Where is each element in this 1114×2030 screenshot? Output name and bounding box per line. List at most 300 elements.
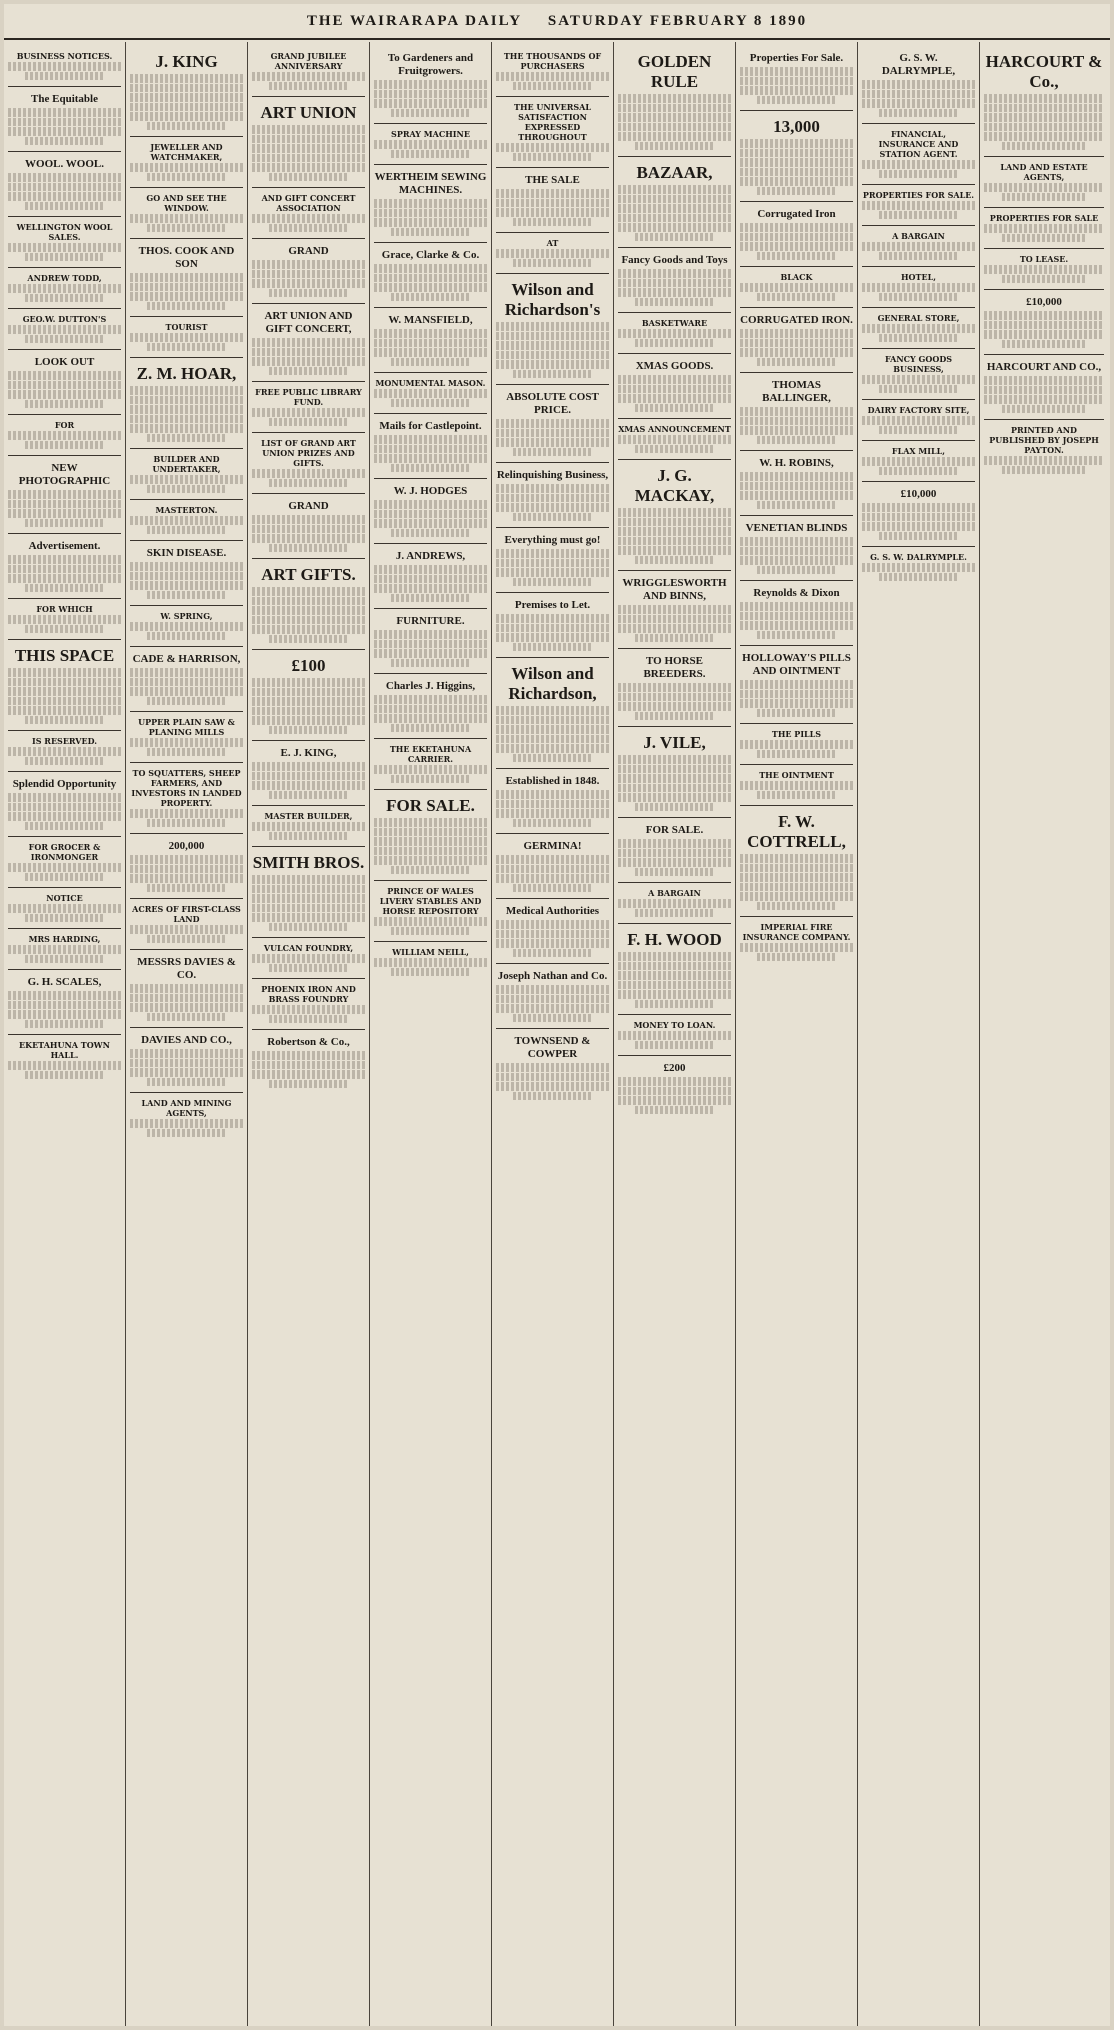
advertisement-block bbox=[496, 463, 609, 528]
advertisement-heading: FANCY GOODS BUSINESS, bbox=[884, 354, 953, 374]
advertisement-heading: Relinquishing Business, bbox=[496, 469, 609, 481]
advertisement-block bbox=[740, 111, 853, 202]
body-text-line bbox=[374, 565, 487, 574]
body-text-line bbox=[618, 899, 731, 908]
body-text-line bbox=[252, 1070, 365, 1079]
advertisement-heading: AT bbox=[546, 238, 559, 248]
advertisement-heading: CADE & HARRISON, bbox=[132, 653, 241, 665]
body-text-line bbox=[862, 513, 975, 522]
body-text-line bbox=[269, 964, 348, 973]
advertisement-block bbox=[252, 97, 365, 188]
advertisement-heading: GOLDEN RULE bbox=[637, 52, 712, 91]
body-text-line bbox=[862, 324, 975, 333]
body-text-line bbox=[862, 201, 975, 210]
body-text-line bbox=[147, 434, 226, 443]
advertisement-block bbox=[130, 137, 243, 188]
body-text-line bbox=[879, 211, 958, 220]
body-text-line bbox=[252, 913, 365, 922]
body-text-line bbox=[252, 688, 365, 697]
body-text-line bbox=[635, 1000, 714, 1009]
body-text-line bbox=[618, 615, 731, 624]
body-text-line bbox=[635, 298, 714, 307]
body-text-line bbox=[740, 699, 853, 708]
advertisement-heading: SKIN DISEASE. bbox=[146, 547, 227, 559]
advertisement-heading: Grace, Clarke & Co. bbox=[381, 249, 480, 261]
body-text-line bbox=[496, 208, 609, 217]
advertisement-block bbox=[862, 308, 975, 349]
body-text-line bbox=[252, 954, 365, 963]
body-text-line bbox=[618, 123, 731, 132]
body-text-line bbox=[130, 333, 243, 342]
advertisement-heading: G. S. W. DALRYMPLE. bbox=[870, 552, 967, 562]
body-text-line bbox=[130, 572, 243, 581]
advertisement-block bbox=[8, 970, 121, 1035]
advertisement-block bbox=[618, 313, 731, 354]
body-text-line bbox=[8, 431, 121, 440]
body-text-line bbox=[740, 602, 853, 611]
advertisement-block bbox=[8, 350, 121, 415]
body-text-line bbox=[374, 90, 487, 99]
advertisement-block bbox=[8, 415, 121, 456]
body-text-line bbox=[374, 640, 487, 649]
body-text-line bbox=[879, 109, 958, 118]
advertisement-block bbox=[862, 441, 975, 482]
body-text-line bbox=[513, 1092, 592, 1101]
body-text-line bbox=[8, 118, 121, 127]
advertisement-block bbox=[252, 847, 365, 938]
body-text-line bbox=[513, 153, 592, 162]
body-text-line bbox=[8, 574, 121, 583]
body-text-line bbox=[8, 793, 121, 802]
advertisement-heading: MONEY TO LOAN. bbox=[633, 1020, 716, 1030]
advertisement-block bbox=[618, 46, 731, 157]
advertisement-heading: FOR bbox=[54, 420, 75, 430]
body-text-line bbox=[740, 864, 853, 873]
body-text-line bbox=[757, 791, 836, 800]
body-text-line bbox=[130, 1119, 243, 1128]
advertisement-block bbox=[740, 516, 853, 581]
body-text-line bbox=[25, 294, 104, 303]
advertisement-heading: Everything must go! bbox=[504, 534, 601, 546]
advertisement-heading: To Gardeners and Fruitgrowers. bbox=[387, 52, 474, 77]
advertisement-block bbox=[130, 606, 243, 647]
advertisement-heading: THIS SPACE bbox=[14, 646, 115, 665]
column-6 bbox=[614, 42, 736, 2026]
body-text-line bbox=[130, 516, 243, 525]
body-text-line bbox=[740, 149, 853, 158]
body-text-line bbox=[130, 678, 243, 687]
body-text-line bbox=[513, 1014, 592, 1023]
body-text-line bbox=[740, 943, 853, 952]
body-text-line bbox=[130, 283, 243, 292]
body-text-line bbox=[496, 1004, 609, 1013]
body-text-line bbox=[252, 260, 365, 269]
column-grid bbox=[4, 42, 1110, 2026]
advertisement-block bbox=[374, 124, 487, 165]
body-text-line bbox=[740, 329, 853, 338]
body-text-line bbox=[984, 456, 1104, 465]
body-text-line bbox=[496, 360, 609, 369]
body-text-line bbox=[496, 438, 609, 447]
advertisement-heading: HOTEL, bbox=[901, 272, 936, 282]
body-text-line bbox=[130, 74, 243, 83]
body-text-line bbox=[496, 874, 609, 883]
body-text-line bbox=[252, 875, 365, 884]
advertisement-heading: PRINCE OF WALES LIVERY STABLES AND HORSE REPOSITORY bbox=[379, 886, 482, 916]
body-text-line bbox=[618, 375, 731, 384]
advertisement-block bbox=[862, 267, 975, 308]
advertisement-block bbox=[8, 87, 121, 152]
body-text-line bbox=[269, 923, 348, 932]
advertisement-heading: GO AND SEE THE WINDOW. bbox=[146, 193, 227, 213]
body-text-line bbox=[618, 1031, 731, 1040]
body-text-line bbox=[862, 242, 975, 251]
body-text-line bbox=[513, 643, 592, 652]
advertisement-heading: VULCAN FOUNDRY, bbox=[263, 943, 354, 953]
body-text-line bbox=[496, 725, 609, 734]
body-text-line bbox=[879, 170, 958, 179]
body-text-line bbox=[8, 904, 121, 913]
body-text-line bbox=[130, 103, 243, 112]
advertisement-block bbox=[374, 544, 487, 609]
body-text-line bbox=[618, 971, 731, 980]
advertisement-heading: GRAND bbox=[288, 500, 329, 512]
advertisement-heading: WRIGGLESWORTH AND BINNS, bbox=[622, 577, 727, 602]
body-text-line bbox=[618, 104, 731, 113]
body-text-line bbox=[496, 568, 609, 577]
advertisement-heading: Established in 1848. bbox=[505, 775, 600, 787]
body-text-line bbox=[8, 371, 121, 380]
advertisement-heading: SPRAY MACHINE bbox=[391, 129, 470, 139]
advertisement-block bbox=[374, 739, 487, 790]
body-text-line bbox=[374, 283, 487, 292]
body-text-line bbox=[252, 822, 365, 831]
body-text-line bbox=[147, 819, 226, 828]
body-text-line bbox=[391, 464, 470, 473]
body-text-line bbox=[130, 405, 243, 414]
body-text-line bbox=[8, 325, 121, 334]
advertisement-heading: FOR SALE. bbox=[386, 796, 475, 815]
advertisement-heading: TOURIST bbox=[165, 322, 208, 332]
advertisement-block bbox=[740, 917, 853, 967]
body-text-line bbox=[740, 491, 853, 500]
advertisement-heading: MASTER BUILDER, bbox=[264, 811, 353, 821]
body-text-line bbox=[618, 981, 731, 990]
advertisement-heading: The Equitable bbox=[31, 93, 98, 105]
advertisement-block bbox=[130, 1093, 243, 1143]
advertisement-heading: PHOENIX IRON AND BRASS FOUNDRY bbox=[261, 984, 356, 1004]
advertisement-heading: 200,000 bbox=[168, 840, 205, 852]
advertisement-block bbox=[496, 46, 609, 97]
body-text-line bbox=[252, 515, 365, 524]
advertisement-block bbox=[374, 881, 487, 942]
body-text-line bbox=[618, 858, 731, 867]
body-text-line bbox=[740, 86, 853, 95]
body-text-line bbox=[757, 750, 836, 759]
body-text-line bbox=[740, 139, 853, 148]
body-text-line bbox=[8, 747, 121, 756]
body-text-line bbox=[252, 616, 365, 625]
body-text-line bbox=[618, 279, 731, 288]
advertisement-heading: BUILDER AND UNDERTAKER, bbox=[152, 454, 221, 474]
body-text-line bbox=[25, 716, 104, 725]
advertisement-block bbox=[618, 1056, 731, 1120]
body-text-line bbox=[147, 1078, 226, 1087]
body-text-line bbox=[374, 837, 487, 846]
advertisement-heading: J. ANDREWS, bbox=[395, 550, 466, 562]
advertisement-block bbox=[374, 790, 487, 881]
advertisement-block bbox=[862, 46, 975, 124]
body-text-line bbox=[496, 614, 609, 623]
body-text-line bbox=[374, 765, 487, 774]
body-text-line bbox=[496, 249, 609, 258]
body-text-line bbox=[252, 885, 365, 894]
body-text-line bbox=[8, 62, 121, 71]
advertisement-heading: W. MANSFIELD, bbox=[388, 314, 473, 326]
body-text-line bbox=[618, 508, 731, 517]
advertisement-heading: £10,000 bbox=[900, 488, 937, 500]
body-text-line bbox=[8, 490, 121, 499]
body-text-line bbox=[374, 575, 487, 584]
body-text-line bbox=[757, 902, 836, 911]
advertisement-heading: LOOK OUT bbox=[34, 356, 95, 368]
body-text-line bbox=[496, 995, 609, 1004]
body-text-line bbox=[862, 503, 975, 512]
advertisement-heading: Medical Authorities bbox=[505, 905, 600, 917]
body-text-line bbox=[252, 904, 365, 913]
body-text-line bbox=[740, 883, 853, 892]
body-text-line bbox=[496, 1063, 609, 1072]
advertisement-block bbox=[374, 373, 487, 414]
newspaper-page bbox=[4, 4, 1110, 2026]
advertisement-heading: ABSOLUTE COST PRICE. bbox=[506, 391, 599, 416]
advertisement-heading: CORRUGATED IRON. bbox=[740, 314, 853, 326]
body-text-line bbox=[740, 233, 853, 242]
body-text-line bbox=[252, 163, 365, 172]
column-3 bbox=[248, 42, 370, 2026]
advertisement-block bbox=[618, 649, 731, 727]
body-text-line bbox=[8, 1001, 121, 1010]
advertisement-block bbox=[618, 727, 731, 818]
body-text-line bbox=[252, 707, 365, 716]
body-text-line bbox=[740, 426, 853, 435]
body-text-line bbox=[147, 1129, 226, 1138]
body-text-line bbox=[496, 920, 609, 929]
body-text-line bbox=[879, 252, 958, 261]
body-text-line bbox=[496, 800, 609, 809]
column-1 bbox=[4, 42, 126, 2026]
body-text-line bbox=[618, 204, 731, 213]
body-text-line bbox=[8, 803, 121, 812]
body-text-line bbox=[8, 812, 121, 821]
advertisement-block bbox=[374, 674, 487, 739]
body-text-line bbox=[618, 784, 731, 793]
body-text-line bbox=[984, 183, 1104, 192]
advertisement-block bbox=[618, 1015, 731, 1056]
advertisement-heading: UPPER PLAIN SAW & PLANING MILLS bbox=[138, 717, 235, 737]
body-text-line bbox=[8, 697, 121, 706]
advertisement-heading: £10,000 bbox=[1026, 296, 1062, 308]
body-text-line bbox=[862, 99, 975, 108]
body-text-line bbox=[984, 94, 1104, 103]
masthead-title: THE WAIRARAPA DAILY bbox=[306, 12, 523, 29]
body-text-line bbox=[496, 341, 609, 350]
body-text-line bbox=[25, 72, 104, 81]
body-text-line bbox=[147, 632, 226, 641]
advertisement-block bbox=[130, 239, 243, 317]
body-text-line bbox=[984, 330, 1104, 339]
body-text-line bbox=[757, 709, 836, 718]
advertisement-heading: GRAND JUBILEE ANNIVERSARY bbox=[270, 51, 347, 71]
body-text-line bbox=[496, 332, 609, 341]
advertisement-block bbox=[862, 185, 975, 226]
body-text-line bbox=[984, 311, 1104, 320]
advertisement-heading: THOS. COOK AND SON bbox=[138, 245, 235, 270]
body-text-line bbox=[513, 578, 592, 587]
body-text-line bbox=[391, 724, 470, 733]
body-text-line bbox=[496, 322, 609, 331]
body-text-line bbox=[374, 714, 487, 723]
advertisement-heading: HARCOURT AND CO., bbox=[986, 361, 1102, 373]
body-text-line bbox=[618, 1077, 731, 1086]
advertisement-block bbox=[8, 268, 121, 309]
body-text-line bbox=[252, 214, 365, 223]
advertisement-block bbox=[130, 899, 243, 950]
body-text-line bbox=[1002, 275, 1086, 284]
body-text-line bbox=[269, 832, 348, 841]
advertisement-block bbox=[496, 1029, 609, 1106]
body-text-line bbox=[269, 367, 348, 376]
advertisement-block bbox=[374, 609, 487, 674]
body-text-line bbox=[8, 555, 121, 564]
body-text-line bbox=[130, 855, 243, 864]
body-text-line bbox=[8, 1061, 121, 1070]
body-text-line bbox=[374, 445, 487, 454]
body-text-line bbox=[147, 224, 226, 233]
advertisement-heading: A BARGAIN bbox=[648, 888, 701, 898]
advertisement-block bbox=[374, 46, 487, 124]
body-text-line bbox=[25, 584, 104, 593]
body-text-line bbox=[147, 302, 226, 311]
advertisement-block bbox=[740, 267, 853, 308]
body-text-line bbox=[374, 454, 487, 463]
advertisement-block bbox=[252, 188, 365, 239]
advertisement-heading: Mails for Castlepoint. bbox=[379, 420, 482, 432]
body-text-line bbox=[496, 716, 609, 725]
advertisement-block bbox=[374, 243, 487, 308]
body-text-line bbox=[879, 467, 958, 476]
advertisement-heading: MASTERTON. bbox=[155, 505, 218, 515]
advertisement-heading: A BARGAIN bbox=[892, 231, 945, 241]
body-text-line bbox=[391, 228, 470, 237]
advertisement-heading: DAVIES AND CO., bbox=[141, 1034, 232, 1046]
advertisement-heading: WOOL. WOOL. bbox=[25, 158, 104, 170]
advertisement-heading: BUSINESS NOTICES. bbox=[16, 51, 113, 61]
advertisement-heading: LAND AND ESTATE AGENTS, bbox=[1000, 162, 1088, 182]
body-text-line bbox=[740, 77, 853, 86]
body-text-line bbox=[130, 581, 243, 590]
body-text-line bbox=[618, 113, 731, 122]
body-text-line bbox=[513, 884, 592, 893]
advertisement-block bbox=[252, 304, 365, 382]
body-text-line bbox=[8, 183, 121, 192]
body-text-line bbox=[374, 510, 487, 519]
body-text-line bbox=[374, 264, 487, 273]
column-7 bbox=[736, 42, 858, 2026]
advertisement-block bbox=[496, 593, 609, 658]
advertisement-heading: XMAS ANNOUNCEMENT bbox=[618, 424, 731, 434]
advertisement-block bbox=[740, 46, 853, 111]
body-text-line bbox=[130, 865, 243, 874]
advertisement-block bbox=[8, 1035, 121, 1085]
body-text-line bbox=[1002, 142, 1086, 151]
advertisement-block bbox=[496, 274, 609, 385]
body-text-line bbox=[8, 127, 121, 136]
body-text-line bbox=[496, 939, 609, 948]
advertisement-block bbox=[374, 165, 487, 243]
body-text-line bbox=[130, 668, 243, 677]
advertisement-block bbox=[740, 646, 853, 724]
body-text-line bbox=[618, 269, 731, 278]
advertisement-block bbox=[496, 528, 609, 593]
body-text-line bbox=[740, 854, 853, 863]
advertisement-block bbox=[130, 500, 243, 541]
advertisement-block bbox=[252, 741, 365, 806]
body-text-line bbox=[391, 109, 470, 118]
body-text-line bbox=[740, 407, 853, 416]
body-text-line bbox=[496, 624, 609, 633]
body-text-line bbox=[391, 968, 470, 977]
advertisement-heading: TOWNSEND & COWPER bbox=[514, 1035, 591, 1060]
body-text-line bbox=[269, 635, 348, 644]
body-text-line bbox=[618, 518, 731, 527]
body-text-line bbox=[757, 252, 836, 261]
body-text-line bbox=[269, 418, 348, 427]
body-text-line bbox=[635, 404, 714, 413]
advertisement-heading: JEWELLER AND WATCHMAKER, bbox=[150, 142, 223, 162]
body-text-line bbox=[374, 274, 487, 283]
advertisement-block bbox=[252, 806, 365, 847]
advertisement-block bbox=[984, 249, 1104, 290]
body-text-line bbox=[269, 1080, 348, 1089]
advertisement-block bbox=[374, 942, 487, 982]
body-text-line bbox=[252, 772, 365, 781]
body-text-line bbox=[252, 1051, 365, 1060]
advertisement-heading: GEO.W. DUTTON'S bbox=[22, 314, 107, 324]
body-text-line bbox=[8, 687, 121, 696]
advertisement-block bbox=[130, 358, 243, 449]
advertisement-heading: XMAS GOODS. bbox=[635, 360, 714, 372]
advertisement-block bbox=[984, 290, 1104, 355]
body-text-line bbox=[618, 527, 731, 536]
advertisement-block bbox=[8, 731, 121, 772]
advertisement-heading: DAIRY FACTORY SITE, bbox=[867, 405, 970, 415]
body-text-line bbox=[374, 649, 487, 658]
advertisement-block bbox=[618, 924, 731, 1015]
body-text-line bbox=[25, 335, 104, 344]
body-text-line bbox=[374, 339, 487, 348]
body-text-line bbox=[879, 573, 958, 582]
advertisement-heading: FREE PUBLIC LIBRARY FUND. bbox=[255, 387, 362, 407]
advertisement-heading: LAND AND MINING AGENTS, bbox=[141, 1098, 232, 1118]
body-text-line bbox=[740, 873, 853, 882]
body-text-line bbox=[374, 856, 487, 865]
body-text-line bbox=[147, 884, 226, 893]
body-text-line bbox=[496, 494, 609, 503]
body-text-line bbox=[618, 546, 731, 555]
body-text-line bbox=[8, 668, 121, 677]
body-text-line bbox=[618, 329, 731, 338]
